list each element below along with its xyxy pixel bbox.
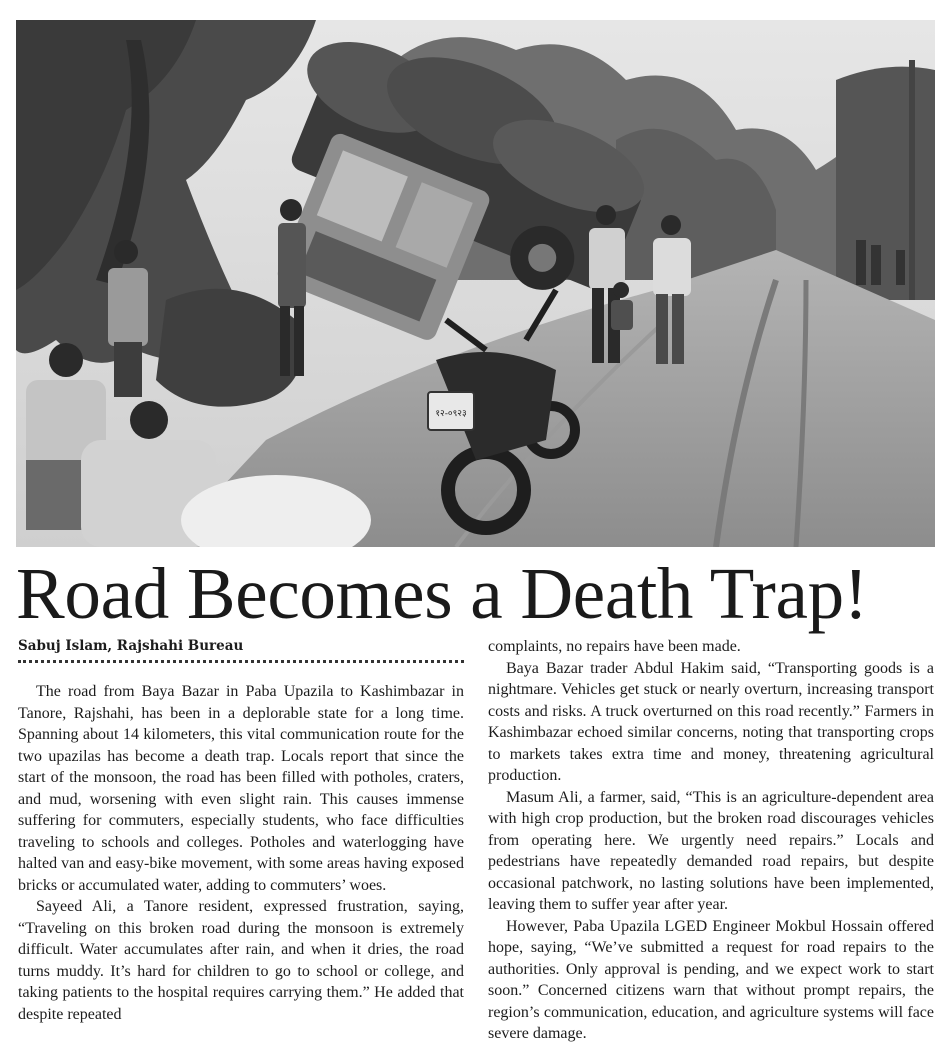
paragraph: Sayeed Ali, a Tanore resident, expressed frustration, saying, “Traveling on this broken road during the monsoon is extremely difficult. Water accumulates after rain, and when it dries, the road turns muddy. It’s hard for children to go to school or college, and taking patients to the hospital requires carrying them.” He added that despite repeated <box>18 898 464 1023</box>
paragraph: The road from Baya Bazar in Paba Upazila to Kashimbazar in Tanore, Rajshahi, has been in a deplorable state for a long time. Spanning about 14 kilometers, this vital communication route for the two upazilas has become a death trap. Locals report that since the start of the monsoon, the road has been filled with potholes, craters, and mud, worsening with even slight rain. This causes immense suffering for commuters, especially students, who face difficulties traveling to schools and colleges. Potholes and waterlogging have halted van and easy-bike movement, with some areas having exposed bricks or accumulated water, adding to commuters’ woes. <box>18 683 464 894</box>
paragraph: Masum Ali, a farmer, said, “This is an agriculture-dependent area with high crop production, but the broken road discourages vehicles from operating here. We urgently need repairs.” Locals and pedestrians have repeatedly demanded road repairs, but despite occasional patchwork, no lasting solutions have been implemented, leaving them to suffer year after year. <box>488 788 934 913</box>
paragraph-continuation: complaints, no repairs have been made. <box>488 638 741 655</box>
article-column-right <box>488 636 934 1045</box>
byline: Sabuj Islam, Rajshahi Bureau <box>18 636 464 663</box>
article-column-left <box>18 636 464 1025</box>
headline: Road Becomes a Death Trap! <box>16 553 868 634</box>
paragraph: Baya Bazar trader Abdul Hakim said, “Transporting goods is a nightmare. Vehicles get stuck or nearly overturn, increasing transport costs and risks. A truck overturned on this road recently.” Farmers in Kashimbazar echoed similar concerns, noting that transporting crops to markets takes extra time and money, threatening agricultural production. <box>488 659 934 784</box>
overturned-truck-scene <box>16 20 935 547</box>
paragraph: However, Paba Upazila LGED Engineer Mokbul Hossain offered hope, saying, “We’ve submitted a request for road repairs to the authorities. Only approval is pending, and we expect work to start soon.” Concerned citizens warn that without prompt repairs, the region’s communication, education, and agriculture systems will face severe damage. <box>488 917 934 1042</box>
article-photo <box>16 20 935 547</box>
motorcycle-plate: १२-०९२३ <box>435 409 467 419</box>
